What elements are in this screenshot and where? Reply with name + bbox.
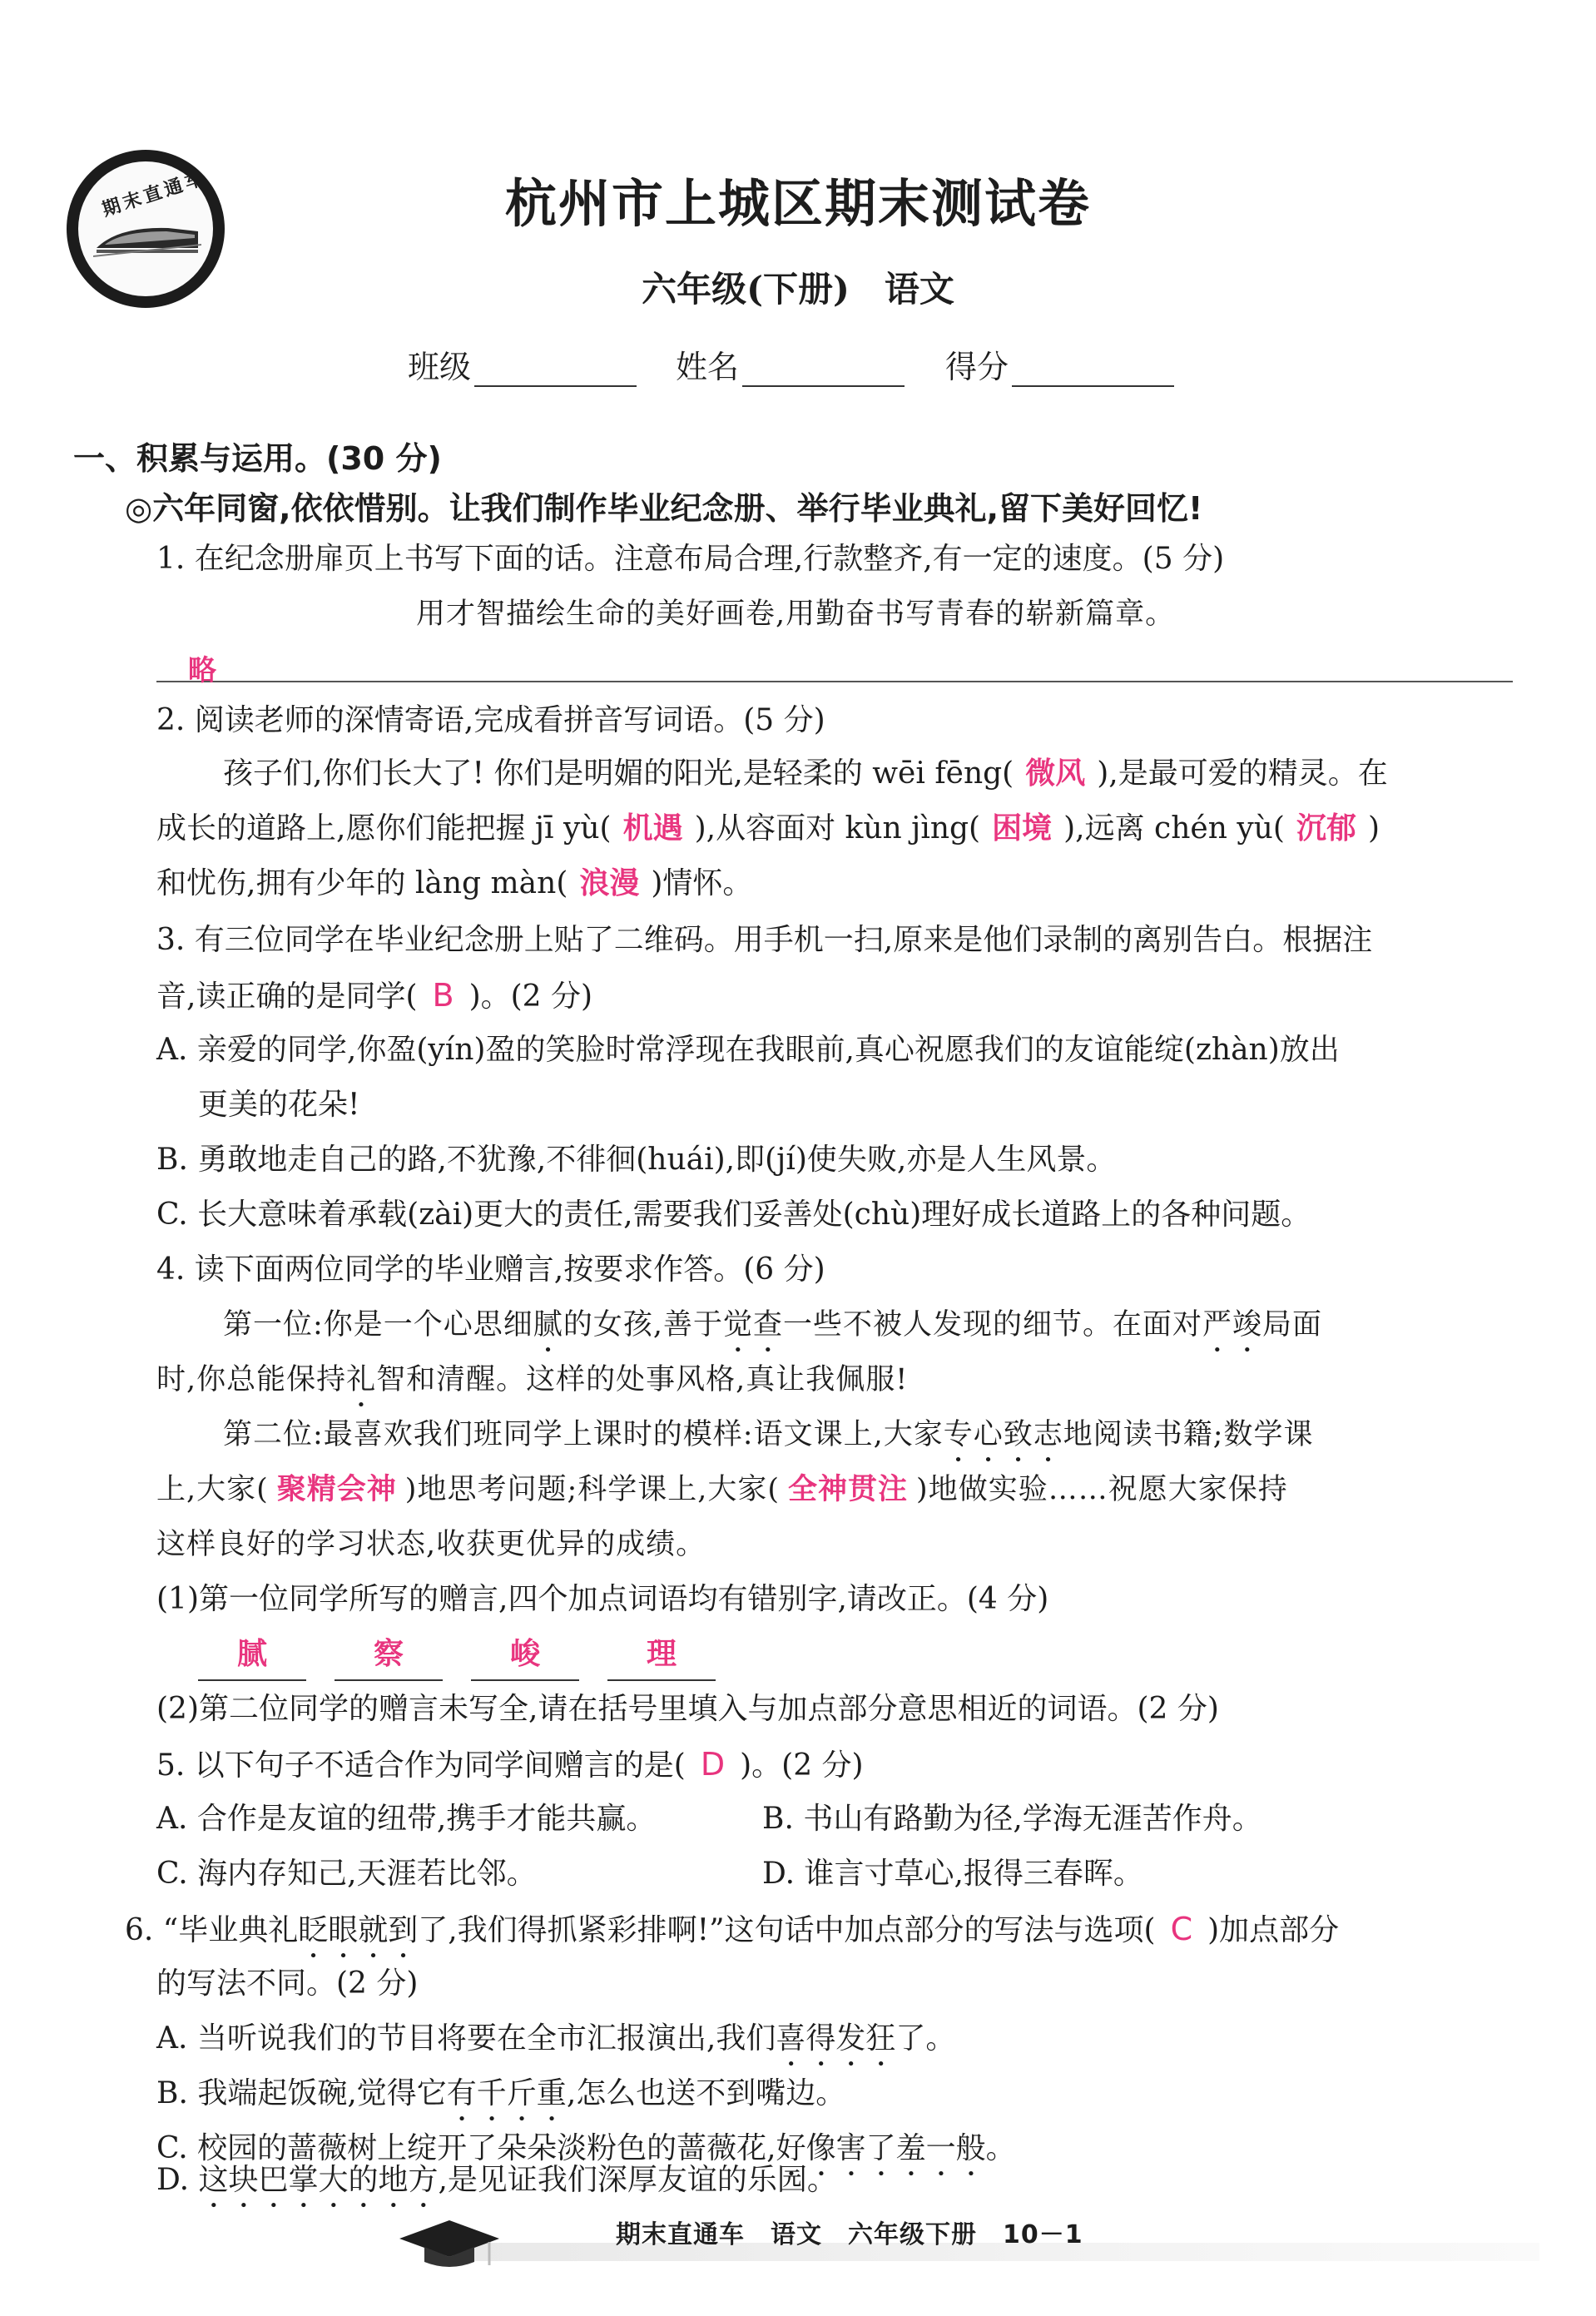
q2-text: ),远离 chén yù( — [1063, 811, 1285, 846]
q6-text: 6. “毕业典礼 — [125, 1913, 299, 1947]
q6-text: A. 当听说我们的节目将要在全市汇报演出,我们 — [156, 2021, 776, 2056]
q2-answer-langman: 浪漫 — [579, 866, 640, 900]
q6-dotted-phrase: 眨眼就到 — [298, 1913, 419, 1947]
q2-line1 — [223, 749, 1388, 799]
q5-answer: D — [700, 1746, 726, 1783]
q6-answer: C — [1170, 1911, 1193, 1947]
q4-first-line1 — [223, 1300, 1322, 1359]
exam-title: 杭州市上城区期末测试卷 — [504, 173, 1091, 234]
q4-first-line2 — [156, 1355, 908, 1414]
q5-option-a: A. 合作是友谊的纽带,携手才能共赢。 — [156, 1802, 657, 1836]
class-field[interactable] — [408, 341, 637, 387]
q2-text: 成长的道路上,愿你们能把握 jī yù( — [156, 811, 612, 846]
q6-text: )加点部分 — [1207, 1913, 1340, 1947]
q5-text: 5. 以下句子不适合作为同学间赠言的是( — [156, 1748, 686, 1783]
q4-stem: 4. 读下面两位同学的毕业赠言,按要求作答。(6 分) — [156, 1252, 825, 1287]
q2-text: ) — [1367, 811, 1380, 846]
q5-option-b: B. 书山有路勤为径,学海无涯苦作舟。 — [762, 1802, 1262, 1836]
q4-text: 时,你总能保持 — [156, 1363, 347, 1396]
q1-stem: 1. 在纪念册扉页上书写下面的话。注意布局合理,行款整齐,有一定的速度。(5 分) — [156, 542, 1225, 576]
q3-stem-line2 — [156, 970, 592, 1022]
q5-option-d: D. 谁言寸草心,报得三春晖。 — [762, 1857, 1143, 1891]
q3-text: )。(2 分) — [468, 979, 593, 1014]
q4-text: 智和清醒。这样的处事风格,真让我佩服! — [376, 1363, 909, 1396]
q6-text: 了。 — [895, 2021, 956, 2056]
q4-sub1-answer-2: 察 — [335, 1629, 443, 1681]
q4-text: 的女孩,善于 — [563, 1308, 723, 1341]
q6-text: 了,我们得抓紧彩排啊!”这句话中加点部分的写法与选项( — [418, 1913, 1156, 1947]
q6-dotted-phrase: 这块巴掌大的地方 — [198, 2163, 439, 2197]
q2-answer-weifeng: 微风 — [1025, 756, 1086, 791]
q2-answer-kunjing: 困境 — [992, 811, 1053, 846]
q3-text: 音,读正确的是同学( — [156, 979, 418, 1014]
q2-line2 — [156, 804, 1380, 854]
q6-dotted-phrase: 好像害了羞一般 — [776, 2131, 986, 2165]
q3-answer: B — [432, 977, 454, 1014]
q4-dotted-word: 礼 — [346, 1363, 377, 1396]
footer-text: 期末直通车 语文 六年级下册 10－1 — [616, 2220, 1083, 2249]
q4-dotted-word: 专心致志 — [943, 1418, 1063, 1451]
q4-sub1-answer-4: 理 — [607, 1629, 716, 1681]
section-heading: 一、积累与运用。(30 分) — [73, 440, 442, 477]
class-label: 班级 — [408, 349, 472, 385]
q4-sub2: (2)第二位同学的赠言未写全,请在括号里填入与加点部分意思相近的词语。(2 分) — [156, 1692, 1219, 1726]
q6-text: ,是见证我们深厚友谊的乐园。 — [438, 2163, 837, 2197]
name-label: 姓名 — [676, 349, 740, 385]
q1-answer: 略 — [188, 654, 216, 687]
q4-text: )地做实验……祝愿大家保持 — [916, 1473, 1288, 1506]
q3-stem-line1: 3. 有三位同学在毕业纪念册上贴了二维码。用手机一扫,原来是他们录制的离别告白。根据注 — [156, 923, 1373, 957]
q4-text: 第二位:最喜欢我们班同学上课时的模样:语文课上,大家 — [223, 1418, 944, 1451]
q3-option-a: A. 亲爱的同学,你盈(yín)盈的笑脸时常浮现在我眼前,真心祝愿我们的友谊能绽(zhàn)放出 — [156, 1033, 1340, 1067]
q4-second-line2 — [156, 1465, 1288, 1515]
logo-text: 期末直通车 — [99, 167, 210, 221]
q4-answer-jujinghuishen: 聚精会神 — [276, 1473, 397, 1506]
q6-option-a — [156, 2014, 955, 2073]
q4-sub1: (1)第一位同学所写的赠言,四个加点词语均有错别字,请改正。(4 分) — [156, 1582, 1049, 1616]
score-field[interactable] — [945, 341, 1174, 387]
q4-second-line1 — [223, 1410, 1314, 1469]
q6-dotted-phrase: 有千斤重 — [446, 2076, 567, 2110]
q2-answer-chenyu: 沉郁 — [1296, 811, 1356, 846]
q4-second-line3: 这样良好的学习状态,收获更优异的成绩。 — [156, 1528, 706, 1561]
q2-text: ),从容面对 kùn jìng( — [694, 811, 981, 846]
q2-text: 和忧伤,拥有少年的 làng màn( — [156, 866, 568, 900]
q6-text: D. — [156, 2163, 199, 2197]
q5-option-c: C. 海内存知己,天涯若比邻。 — [156, 1857, 537, 1891]
q6-text: B. 我端起饭碗,觉得它 — [156, 2076, 447, 2110]
class-blank[interactable] — [474, 352, 637, 387]
q6-option-b — [156, 2069, 845, 2128]
q3-option-a-cont: 更美的花朵! — [198, 1088, 360, 1122]
graduation-cap-icon — [391, 2214, 508, 2272]
q4-text: 上,大家( — [156, 1473, 269, 1506]
q6-stem-line2: 的写法不同。(2 分) — [156, 1966, 419, 2001]
exam-subtitle: 六年级(下册) 语文 — [642, 269, 954, 310]
q4-sub1-answer-3: 峻 — [471, 1629, 579, 1681]
q6-text: C. 校园的蔷薇树上绽开了朵朵淡粉色的蔷薇花, — [156, 2131, 776, 2165]
q4-text: 第一位:你是一个心思细 — [223, 1308, 533, 1341]
score-blank[interactable] — [1012, 352, 1174, 387]
q4-text: )地思考问题;科学课上,大家( — [404, 1473, 781, 1506]
q4-sub1-answers — [198, 1629, 716, 1681]
q2-text: 孩子们,你们长大了! 你们是明媚的阳光,是轻柔的 wēi fēng( — [223, 756, 1014, 791]
q4-text: 一些不被人发现的细节。在面对 — [782, 1308, 1202, 1341]
q4-dotted-word: 觉查 — [722, 1308, 783, 1341]
q4-dotted-word: 腻 — [533, 1308, 563, 1341]
q1-writing-line[interactable] — [156, 681, 1513, 682]
q1-quote: 用才智描绘生命的美好画卷,用勤奋书写青春的崭新篇章。 — [416, 598, 1176, 631]
q4-text: 地阅读书籍;数学课 — [1063, 1418, 1314, 1451]
q6-stem-line1 — [125, 1904, 1339, 1965]
q6-text: 。 — [985, 2131, 1016, 2165]
q4-text: 局面 — [1262, 1308, 1323, 1341]
score-label: 得分 — [945, 349, 1009, 385]
q4-sub1-answer-1: 腻 — [198, 1629, 306, 1681]
name-field[interactable] — [676, 341, 905, 387]
q2-text: ),是最可爱的精灵。在 — [1097, 756, 1388, 791]
q5-text: )。(2 分) — [740, 1748, 864, 1783]
q2-stem: 2. 阅读老师的深情寄语,完成看拼音写词语。(5 分) — [156, 703, 825, 737]
q6-option-d — [156, 2155, 837, 2214]
q2-text: )情怀。 — [651, 866, 753, 900]
section-banner: ◎六年同窗,依依惜别。让我们制作毕业纪念册、举行毕业典礼,留下美好回忆! — [125, 490, 1203, 527]
q4-answer-quanshenguanzhu: 全神贯注 — [788, 1473, 909, 1506]
q3-option-c: C. 长大意味着承载(zài)更大的责任,需要我们妥善处(chù)理好成长道路上的各种问题。 — [156, 1198, 1311, 1232]
q4-dotted-word: 严竣 — [1202, 1308, 1262, 1341]
q5-stem — [156, 1739, 864, 1791]
q2-answer-jiyu: 机遇 — [622, 811, 683, 846]
page-footer — [0, 2214, 1596, 2280]
q2-line3 — [156, 859, 752, 909]
q3-option-b: B. 勇敢地走自己的路,不犹豫,不徘徊(huái),即(jí)使失败,亦是人生风景。 — [156, 1143, 1117, 1177]
q6-text: ,怎么也送不到嘴边。 — [566, 2076, 846, 2110]
name-blank[interactable] — [742, 352, 905, 387]
q6-dotted-phrase: 喜得发狂 — [776, 2021, 896, 2056]
